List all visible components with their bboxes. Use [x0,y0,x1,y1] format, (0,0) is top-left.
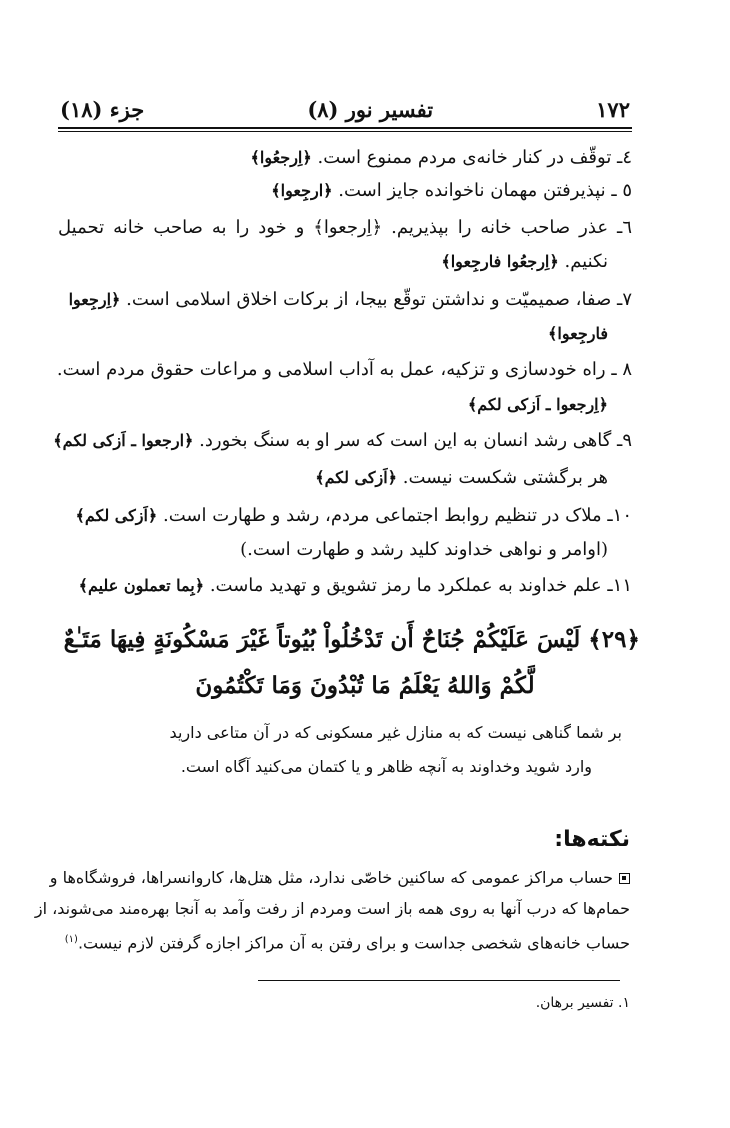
note-line: حساب خانه‌های شخصی جداست و برای رفتن به آن مراکز اجازه گرفتن لازم نیست.$^{(۱)}$ [64,933,630,953]
quran-quote: ﴿اِرجعوا ـ اَزکی لکم﴾ [467,395,608,414]
footnote: ۱. تفسیر برهان. [535,995,630,1011]
quran-quote: ﴿اِرجعُوا فارجِعوا﴾ [441,252,559,271]
quran-quote: ﴿اِرجِعوا [68,290,121,309]
square-bullet-icon [619,873,630,884]
point-line: ١٠ـ ملاک در تنظیم روابط اجتماعی مردم، رشد و طهارت است. ﴿اَزکی لکم﴾ [75,505,632,526]
point-line: ٩ـ گاهی رشد انسان به این است که سر او به سنگ بخورد. ﴿ارجعوا ـ اَزکی لکم﴾ [53,430,632,451]
quran-quote: ﴿اَزکی لکم﴾ [315,468,398,487]
point-line: ٥ ـ نپذیرفتن مهمان ناخوانده جایز است. ﴿ارجِعوا﴾ [271,180,632,201]
point-line-continued: نکنیم. ﴿اِرجعُوا فارجِعوا﴾ [441,251,608,272]
quran-quote: ﴿اِرجعُوا﴾ [250,148,312,167]
note-line: حمام‌ها که درب آنها به روی همه باز است ومردم از رفت وآمد به آنجا بهره‌مند می‌شوند، از [34,899,630,918]
note-line: حساب مراکز عمومی که ساکنین خاصّی ندارد، مثل هتل‌ها، کاروانسراها، فروشگاه‌ها و [100,862,630,894]
quran-quote: ﴿بِما تعملون علیم﴾ [78,576,205,595]
running-header [60,92,630,126]
point-line: ٨ ـ راه خودسازی و تزکیه، عمل به آداب اسلامی و مراعات حقوق مردم است. [56,359,632,380]
point-line-continued [58,389,608,421]
point-line: ١١ـ علم خداوند به عملکرد ما رمز تشویق و تهدید ماست. ﴿بِما تعملون علیم﴾ [78,575,632,596]
header-rule-thin [58,131,632,132]
header-rule [58,127,632,129]
point-line: ٦ـ عذر صاحب خانه را بپذیریم. ﴿اِرجعوا﴾ و خود را به صاحب خانه تحمیل [58,217,632,238]
footnote-rule [258,980,620,981]
point-line: ٧ـ صفا، صمیمیّت و نداشتن توقّع بیجا، از برکات اخلاق اسلامی است. ﴿اِرجِعوا [68,289,632,310]
point-line-continued: (اوامر و نواهی خداوند کلید رشد و طهارت است.) [240,539,608,560]
part-number: جزء (۱۸) [60,96,145,122]
book-title: تفسیر نور (۸) [307,96,434,122]
quran-quote: ﴿ارجِعوا﴾ [271,181,333,200]
page-number: ۱۷۲ [596,96,630,122]
verse-translation: وارد شوید وخداوند به آنچه ظاهر و یا کتمان می‌کنید آگاه است. [180,757,592,776]
quran-verse-line: ﴿۲۹﴾ لَيْسَ عَلَيْكُمْ جُنَاحٌ أَن تَدْخُلُواْ بُيُوتاً غَيْرَ مَسْكُونَةٍ فِيهَا مَتَـٰعٌ [63,626,640,653]
point-line: ٤ـ توقّف در کنار خانه‌ی مردم ممنوع است. ﴿اِرجعُوا﴾ [250,147,632,168]
quran-quote: ﴿ارجعوا ـ اَزکی لکم﴾ [53,431,194,450]
point-line-continued: هر برگشتی شکست نیست. ﴿اَزکی لکم﴾ [315,467,608,488]
quran-quote: ﴿اَزکی لکم﴾ [75,506,158,525]
point-line-continued [58,318,608,350]
quran-quote: فارجِعوا﴾ [548,324,608,343]
quran-verse-line: لَّكُمْ وَاللهُ يَعْلَمُ مَا تُبْدُونَ وَمَا تَكْتُمُونَ [195,672,535,699]
footnote-ref: (۱) [64,934,78,945]
verse-translation: بر شما گناهی نیست که به منازل غیر مسکونی که در آن متاعی دارید [169,723,622,742]
notes-heading: نکته‌ها: [554,827,630,852]
